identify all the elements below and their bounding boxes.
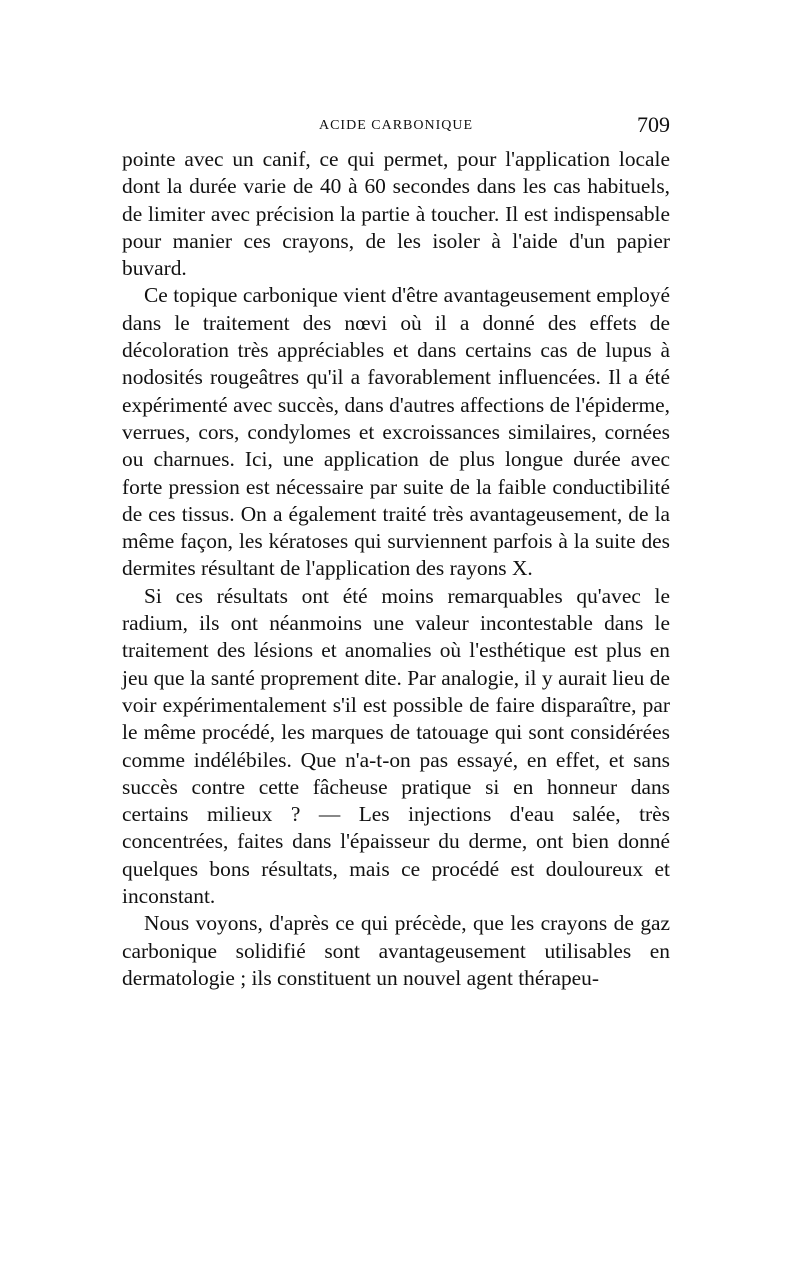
body-text [122,146,670,992]
page-number: 709 [637,112,670,137]
book-page [122,112,670,992]
paragraph: Si ces résultats ont été moins remarquables qu'avec le radium, ils ont néanmoins une valeur incontestable dans le traitement des lésions et anomalies où l'esthétique est plus en jeu que la santé proprement dite. Par analogie, il y aurait lieu de voir expérimentalement s'il est possible de faire disparaître, par le même procédé, les marques de tatouage qui sont considérées comme indélébiles. Que n'a-t-on pas essayé, en effet, et sans succès contre cette fâcheuse pratique si en honneur dans certains milieux ? — Les injections d'eau salée, très concentrées, faites dans l'épaisseur du derme, ont bien donné quelques bons résultats, mais ce procédé est douloureux et inconstant. [122,583,670,909]
paragraph: Nous voyons, d'après ce qui précède, que les crayons de gaz carbonique solidifié sont avantageusement utilisables en dermatologie ; ils constituent un nouvel agent thérapeu- [122,911,670,990]
running-head [122,112,670,146]
running-title: ACIDE CARBONIQUE [318,118,474,133]
paragraph-continued: pointe avec un canif, ce qui permet, pour l'application locale dont la durée varie de 40 à 60 secondes dans les cas habituels, de limiter avec précision la partie à toucher. Il est indispensable pour manier ces crayons, de les isoler à l'aide d'un papier buvard. [122,147,670,281]
paragraph: Ce topique carbonique vient d'être avantageusement employé dans le traitement des nœvi où il a donné des effets de décoloration très appréciables et dans certains cas de lupus à nodosités rougeâtres qu'il a favorablement influencées. Il a été expérimenté avec succès, dans d'autres affections de l'épiderme, verrues, cors, condylomes et excroissances similaires, cornées ou charnues. Ici, une application de plus longue durée avec forte pression est nécessaire par suite de la faible conductibilité de ces tissus. On a également traité très avantageusement, de la même façon, les kératoses qui surviennent parfois à la suite des dermites résultant de l'application des rayons X. [122,283,670,581]
